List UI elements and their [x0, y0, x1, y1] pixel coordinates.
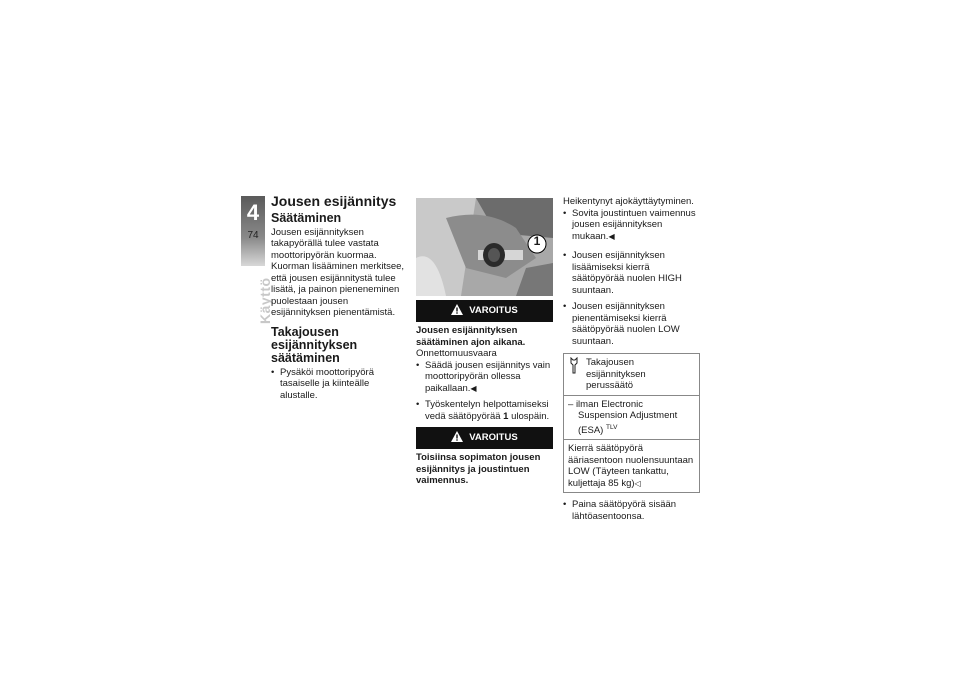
- rear-spring-heading: Takajousen esijännityksen säätäminen: [271, 324, 358, 365]
- step-list: [563, 208, 700, 348]
- list-item: • Paina säätöpyörä sisään lähtöasentoonsa.: [563, 499, 700, 522]
- callout-number: 1: [533, 234, 541, 248]
- list-item: • Työskentelyn helpottamiseksi vedä säätöpyörää 1 ulospäin.: [416, 399, 553, 422]
- chapter-number: 4: [246, 200, 260, 225]
- spec-heading-row: [564, 354, 699, 396]
- warning-step-list: [416, 360, 553, 423]
- warning-title: Toisiinsa sopimaton jousen esijännitys ja joustintuen vaimennus.: [416, 452, 541, 486]
- warning-banner: [416, 427, 553, 449]
- end-marker-icon: ◀: [608, 231, 615, 241]
- list-item: • Sovita joustintuen vaimennus jousen esijännityksen mukaan.◀: [563, 208, 700, 243]
- final-step-list: [563, 499, 700, 522]
- warning-title: Jousen esijännityksen säätäminen ajon aikana.: [416, 325, 526, 348]
- end-marker-open-icon: ◁: [634, 478, 641, 488]
- section-heading: Säätäminen: [271, 210, 342, 225]
- spec-box: [563, 353, 700, 493]
- spec-value: Kierrä säätöpyörä ääriasentoon nuolensuuntaan LOW (Täyteen tankattu, kuljettaja 85 kg): [568, 443, 694, 489]
- wrench-icon: [568, 357, 580, 392]
- chapter-tab: [241, 196, 265, 266]
- list-item: • Jousen esijännityksen pienentämiseksi kierrä säätöpyörää nuolen LOW suuntaan.: [563, 301, 700, 347]
- chapter-label: Käyttö: [257, 277, 273, 324]
- spec-superscript: TLV: [605, 423, 618, 431]
- column-1: [271, 193, 405, 406]
- spec-condition-row: [564, 396, 699, 441]
- warning-banner: [416, 300, 553, 322]
- list-item: • Säädä jousen esijännitys vain moottoripyörän ollessa paikallaan.◀: [416, 360, 553, 395]
- column-3: [563, 196, 700, 527]
- warning-label: VAROITUS: [469, 432, 518, 444]
- hazard-consequence: Heikentynyt ajokäyttäytyminen.: [563, 196, 694, 207]
- adjuster-photo: [416, 198, 553, 296]
- spec-heading: Takajousen esijännityksen perussäätö: [586, 357, 646, 391]
- warning-label: VAROITUS: [469, 305, 518, 317]
- warning-icon: [451, 431, 463, 446]
- list-item: • Jousen esijännityksen lisäämiseksi kierrä säätöpyörää nuolen HIGH suuntaan.: [563, 250, 700, 296]
- spec-value-row: [564, 440, 699, 492]
- column-2: [416, 198, 553, 487]
- warning-icon: [451, 304, 463, 319]
- intro-paragraph: Jousen esijännityksen takapyörällä tulee vastata moottoripyörän kuormaa. Kuorman lisääminen merkitsee, että jousen esijännitystä tulee lisätä, ja painon pieneneminen puolestaan jousen esijännityksen pienentämistä.: [271, 226, 405, 318]
- dash-icon: –: [568, 398, 576, 410]
- spec-condition: ilman Electronic Suspension Adjustment (ESA): [575, 398, 678, 436]
- hazard-text: Onnettomuusvaara: [416, 348, 497, 359]
- page-number: 74: [247, 230, 259, 241]
- page-title: Jousen esijännitys: [271, 193, 397, 209]
- list-item: • Pysäköi moottoripyörä tasaiselle ja kiinteälle alustalle.: [271, 367, 405, 402]
- step-list: [271, 367, 405, 402]
- end-marker-icon: ◀: [470, 383, 477, 393]
- callout-ref: 1: [503, 410, 509, 422]
